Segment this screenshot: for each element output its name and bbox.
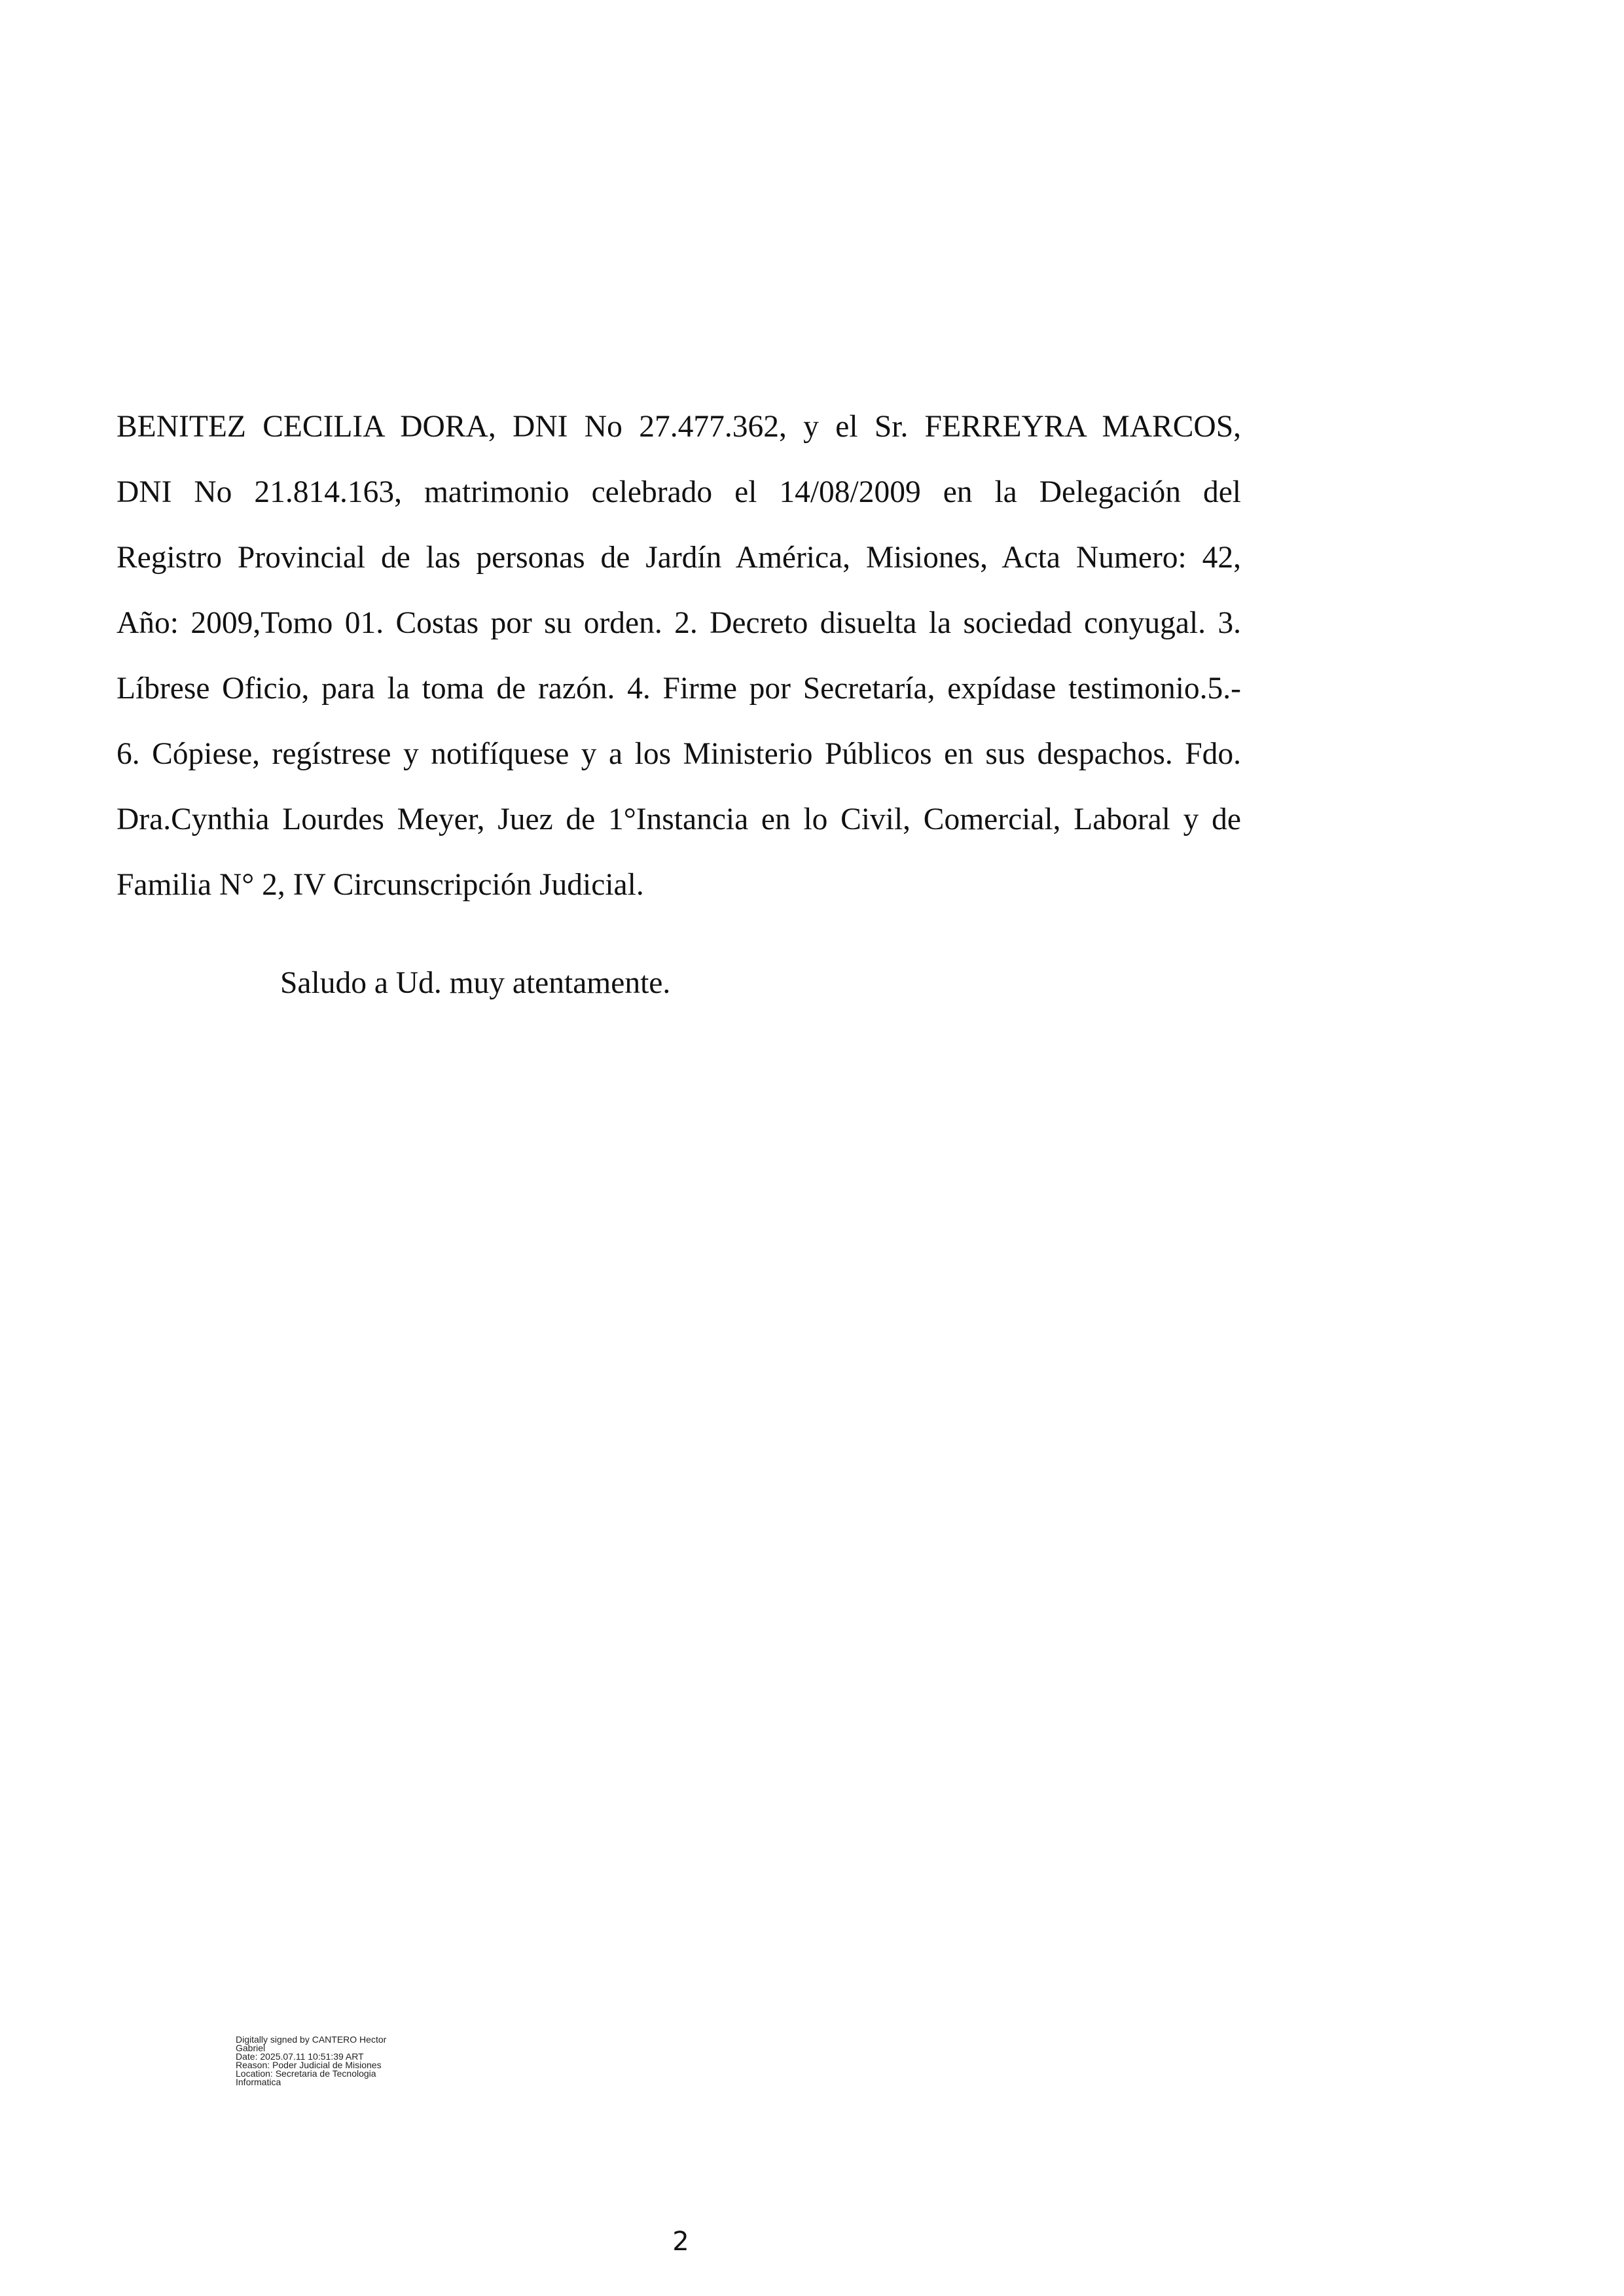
body-line: Dra.Cynthia Lourdes Meyer, Juez de 1°Instancia en lo Civil, Comercial, Laboral y de <box>117 802 1241 836</box>
signature-line: Date: 2025.07.11 10:51:39 ART <box>236 2051 364 2062</box>
body-line: Familia N° 2, IV Circunscripción Judicial. <box>117 868 644 902</box>
body-line: 6. Cópiese, regístrese y notifíquese y a los Ministerio Públicos en sus despachos. Fdo. <box>117 737 1241 771</box>
page-number: 2 <box>672 2227 689 2257</box>
body-line: Registro Provincial de las personas de Jardín América, Misiones, Acta Numero: 42, <box>117 541 1241 575</box>
signature-line: Reason: Poder Judicial de Misiones <box>236 2060 382 2070</box>
closing-salutation: Saludo a Ud. muy atentamente. <box>280 966 671 1000</box>
signature-line: Gabriel <box>236 2043 266 2053</box>
signature-line: Digitally signed by CANTERO Hector <box>236 2034 387 2045</box>
digital-signature-block <box>236 2036 432 2087</box>
body-line: BENITEZ CECILIA DORA, DNI No 27.477.362, y el Sr. FERREYRA MARCOS, <box>117 410 1241 444</box>
body-paragraph <box>117 394 1241 918</box>
body-line: DNI No 21.814.163, matrimonio celebrado el 14/08/2009 en la Delegación del <box>117 475 1241 509</box>
signature-line: Location: Secretaria de Tecnologia <box>236 2068 376 2079</box>
body-line: Líbrese Oficio, para la toma de razón. 4. Firme por Secretaría, expídase testimonio.5.- <box>117 672 1241 706</box>
signature-line: Informatica <box>236 2077 281 2087</box>
body-line: Año: 2009,Tomo 01. Costas por su orden. 2. Decreto disuelta la sociedad conyugal. 3. <box>117 606 1241 640</box>
